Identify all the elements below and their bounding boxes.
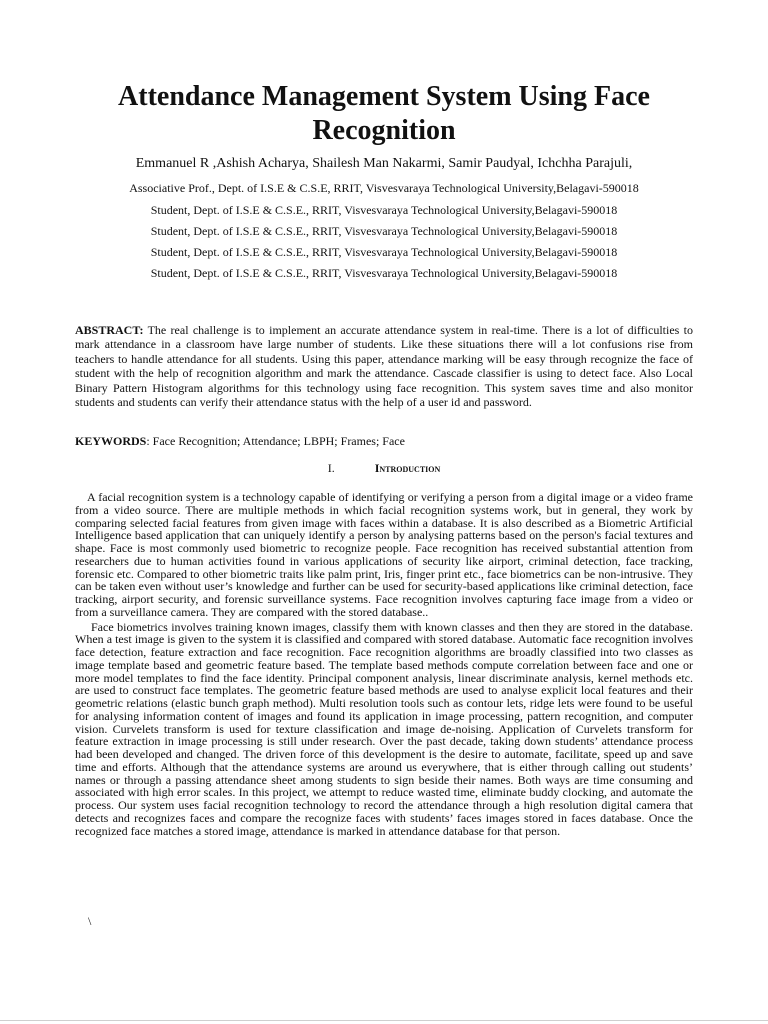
- body-paragraph: A facial recognition system is a technology capable of identifying or verifying a person from a digital image or a video frame from a video source. There are multiple methods in which facial recognition systems work, but in general, they work by comparing selected facial features from given image with faces within a database. It is also described as a Biometric Artificial Intelligence based application that can uniquely identify a person by analysing patterns based on the person's facial textures and shape. Face is most commonly used biometric to recognize people. Face recognition has received substantial attention from researchers due to human activities found in various applications of security like airport, criminal detection, face tracking, forensic etc. Compared to other biometric traits like palm print, Iris, finger print etc., face biometrics can be non-intrusive. They can be taken even without user’s knowledge and further can be used for security-based applications like criminal detection, face tracking, airport security, and forensic surveillance systems. Face recognition involves capturing face image from a video or from a surveillance camera. They are compared with the stored database..: [75, 490, 693, 619]
- keywords-text: : Face Recognition; Attendance; LBPH; Frames; Face: [146, 434, 405, 448]
- section-number: I.: [327, 461, 335, 475]
- body-paragraph: Face biometrics involves training known images, classify them with known classes and then they are stored in the database. When a test image is given to the system it is classified and compared with stored database. Automatic face recognition involves face detection, feature extraction and face recognition. Face recognition algorithms are broadly classified into two classes as image template based and geometric feature based. The template based methods compute correlation between face and one or more model templates to find the face identity. Principal component analysis, linear discriminate analysis, kernel methods etc. are used to construct face templates. The geometric feature based methods are used to analyse explicit local features and their geometric relations (elastic bunch graph method). Multi resolution tools such as contour lets, ridge lets were found to be useful for analysing information content of images and found its application in image processing, pattern recognition, and computer vision. Curvelets transform is used for texture classification and image de-noising. Application of Curvelets transform for feature extraction in image processing is still under research. Over the past decade, taking down students’ attendance process had been developed and changed. The driven force of this development is the desire to automate, facilitate, speed up and save time and efforts. Although that the attendance systems are around us everywhere, that is either through calling out students’ names or through a passing attendance sheet among students to sign beside their names. Both ways are time consuming and associated with high error scales. In this project, we attempt to reduce wasted time, eliminate buddy clocking, and automate the process. Our system uses facial recognition technology to record the attendance through a high resolution digital camera that detects and recognizes faces and compare the recognize faces with students’ faces images stored in faces database. Once the recognized face matches a stored image, attendance is marked in attendance database for that person.: [75, 619, 693, 838]
- introduction-body: [75, 491, 693, 837]
- section-heading: [75, 461, 693, 475]
- abstract: [75, 323, 693, 409]
- author-list: Emmanuel R ,Ashish Acharya, Shailesh Man Nakarmi, Samir Paudyal, Ichchha Parajuli,: [135, 156, 633, 171]
- affiliation-line: Student, Dept. of I.S.E & C.S.E., RRIT, Visvesvaraya Technological University,Belagavi-590018: [150, 245, 618, 259]
- section-title: Introduction: [374, 461, 441, 475]
- stray-mark: \: [88, 914, 92, 928]
- abstract-label: ABSTRACT:: [75, 323, 144, 337]
- keywords-label: KEYWORDS: [75, 434, 147, 448]
- affiliation-line: Student, Dept. of I.S.E & C.S.E., RRIT, Visvesvaraya Technological University,Belagavi-590018: [150, 203, 618, 217]
- page-bottom-rule: [0, 1020, 768, 1021]
- keywords: [75, 434, 693, 448]
- affiliation-line: Student, Dept. of I.S.E & C.S.E., RRIT, Visvesvaraya Technological University,Belagavi-590018: [150, 224, 618, 238]
- affiliation-line: Associative Prof., Dept. of I.S.E & C.S.E, RRIT, Visvesvaraya Technological University,Belagavi-590018: [129, 181, 639, 195]
- abstract-text: The real challenge is to implement an accurate attendance system in real-time. There is a lot of difficulties to mark attendance in a classroom have large number of students. Like these situations there will a lot confusions rise from teachers to handle attendance for all students. Using this paper, attendance marking will be easy through recognize the face of student with the help of recognition algorithm and mark the attendance. Cascade classifier is using to detect face. Also Local Binary Pattern Histogram algorithms for this technology using face recognition. This system saves time and also monitor students and students can verify their attendance status with the help of a user id and password.: [75, 323, 693, 410]
- affiliation-line: Student, Dept. of I.S.E & C.S.E., RRIT, Visvesvaraya Technological University,Belagavi-590018: [150, 266, 618, 280]
- paper-title: Attendance Management System Using Face Recognition: [118, 81, 650, 146]
